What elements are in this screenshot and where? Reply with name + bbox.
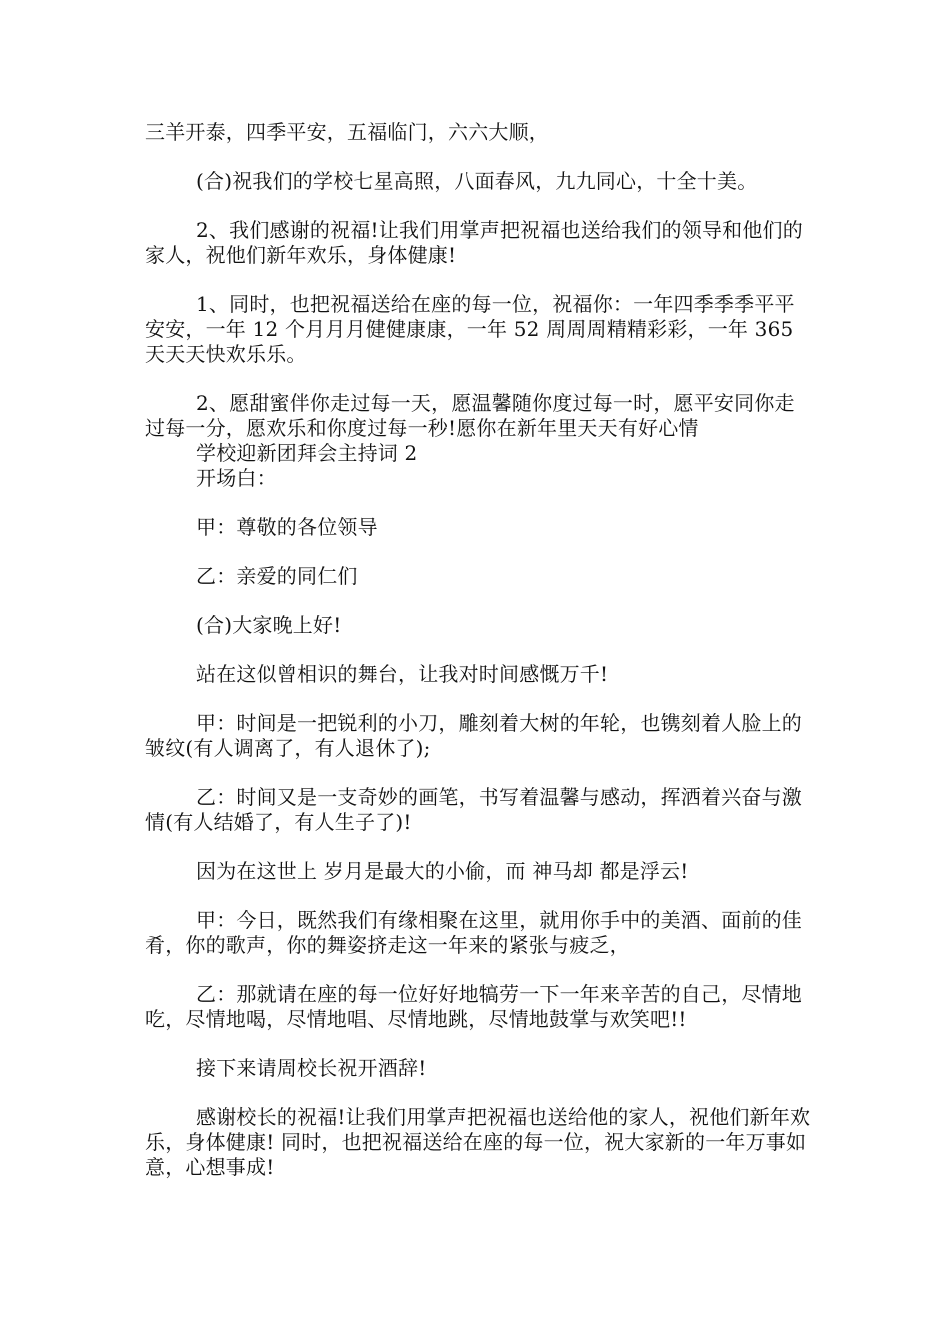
paragraph-host-a-time-knife: 甲：时间是一把锐利的小刀，雕刻着大树的年轮，也镌刻着人脸上的皱纹(有人调离了，有人退休了); (145, 711, 802, 760)
opening-remarks-label: 开场白： (196, 466, 277, 490)
paragraph-host-b-time-brush: 乙：时间又是一支奇妙的画笔，书写着温馨与感动，挥洒着兴奋与激情(有人结婚了，有人生子了)! (145, 785, 802, 834)
paragraph-host-b-greeting: 乙：亲爱的同仁们 (196, 564, 358, 588)
paragraph-principal-toast: 接下来请周校长祝开酒辞! (196, 1056, 427, 1080)
paragraph-thanks-leaders: 2、我们感谢的祝福!让我们用掌声把祝福也送给我们的领导和他们的家人，祝他们新年欢乐，身体健康! (145, 218, 803, 267)
paragraph-time-thief: 因为在这世上 岁月是最大的小偷，而 神马却 都是浮云! (196, 859, 689, 883)
paragraph-blessing-opening: 三羊开泰，四季平安，五福临门，六六大顺， (145, 120, 549, 144)
paragraph-stage-reflection: 站在这似曾相识的舞台，让我对时间感慨万千! (196, 662, 609, 686)
document-body (145, 120, 813, 1204)
paragraph-closing-thanks: 感谢校长的祝福!让我们用掌声把祝福也送给他的家人，祝他们新年欢乐，身体健康! 同时，也把祝福送给在座的每一位，祝大家新的一年万事如意，心想事成! (145, 1105, 811, 1179)
paragraph-together-school-blessing: (合)祝我们的学校七星高照，八面春风，九九同心，十全十美。 (196, 169, 758, 193)
section-heading: 学校迎新团拜会主持词 2 (196, 441, 418, 465)
paragraph-host-a-gathering: 甲：今日，既然我们有缘相聚在这里，就用你手中的美酒、面前的佳肴，你的歌声，你的舞姿挤走这一年来的紧张与疲乏， (145, 908, 802, 957)
paragraph-host-a-greeting: 甲：尊敬的各位领导 (196, 515, 378, 539)
paragraph-host-b-celebrate: 乙：那就请在座的每一位好好地犒劳一下一年来辛苦的自己，尽情地吃，尽情地喝，尽情地唱、尽情地跳，尽情地鼓掌与欢笑吧!! (145, 982, 802, 1031)
paragraph-together-good-evening: (合)大家晚上好! (196, 613, 342, 637)
paragraph-blessing-audience: 1、同时，也把祝福送给在座的每一位，祝福你：一年四季季季平平安安，一年 12 个月月月健健康康，一年 52 周周周精精彩彩，一年 365 天天天快欢乐乐。 (145, 292, 795, 366)
paragraph-sweet-wishes: 2、愿甜蜜伴你走过每一天，愿温馨随你度过每一时，愿平安同你走过每一分，愿欢乐和你度过每一秒!愿你在新年里天天有好心情 (145, 391, 795, 440)
